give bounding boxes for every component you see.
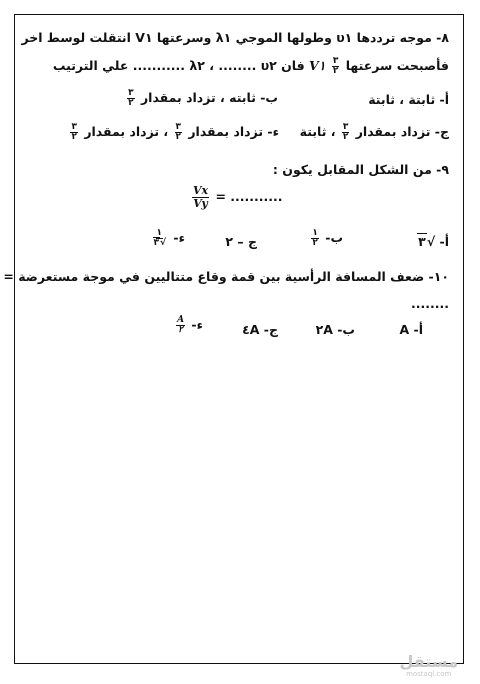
q9-option-b: ب- $\frac{١}{٢}$: [312, 228, 343, 248]
q8-option-d-fraction-1: $\frac{٣}{٢}$: [175, 122, 181, 142]
q8-option-c: ج- تزداد بمقدار $\frac{٣}{٢}$ ، ثابتة: [299, 122, 449, 142]
q9-option-c: ج – ٢: [225, 234, 257, 249]
q8-option-a: أ- ثابتة ، ثابتة: [368, 92, 449, 107]
q8-line2: [29, 57, 449, 76]
q9-option-d: ء- $\frac{١}{√٣}$: [153, 228, 185, 248]
q8-line2-start: فأصبحت سرعتها: [345, 58, 449, 73]
q8-line1: ٨- موجه ترددها υ١ وطولها الموجي λ١ وسرعتها V١ انتقلت لوسط اخر: [21, 30, 449, 45]
q10-option-a: أ- A: [399, 322, 423, 337]
q8-line2-fraction: $\frac{٣}{٢}$: [332, 56, 339, 76]
q10-line2: ........: [411, 296, 449, 311]
q10-option-b: ب- ٢A: [315, 322, 355, 337]
q8-option-b: ب- ثابته ، تزداد بمقدار $\frac{٣}{٢}$: [128, 88, 278, 108]
q8-line2-velocity: V١: [309, 58, 326, 73]
mostaql-watermark: [399, 654, 458, 678]
q8-option-c-fraction: $\frac{٣}{٢}$: [342, 122, 349, 142]
q8-line2-end: فان υ٢ ........ ، λ٢ ........... علي الترتيب: [52, 58, 305, 73]
watermark-latin: mostaql.com: [406, 670, 452, 678]
q10-line1: ١٠- ضعف المسافة الرأسية بين قمة وقاع متتاليين في موجة مستعرضة =: [3, 269, 449, 284]
q8-option-b-fraction: $\frac{٣}{٢}$: [128, 88, 134, 108]
q9-title: ٩- من الشكل المقابل يكون :: [272, 162, 449, 177]
q9-equation: $\frac{Vx}{Vy}$ = ...........: [193, 184, 283, 210]
q9-option-a: أ- √٣: [418, 234, 449, 249]
q10-option-c: ج- ٤A: [242, 322, 278, 337]
q10-option-d: ء- $\frac{A}{٢}$: [177, 315, 203, 335]
q8-option-d-fraction-2: $\frac{٣}{٢}$: [71, 122, 77, 142]
worksheet-frame: [3, 14, 464, 664]
q8-option-d: ء- تزداد بمقدار $\frac{٣}{٢}$ ، تزداد بمقدار $\frac{٣}{٢}$: [71, 122, 279, 142]
watermark-arabic: مستقل: [399, 652, 458, 671]
